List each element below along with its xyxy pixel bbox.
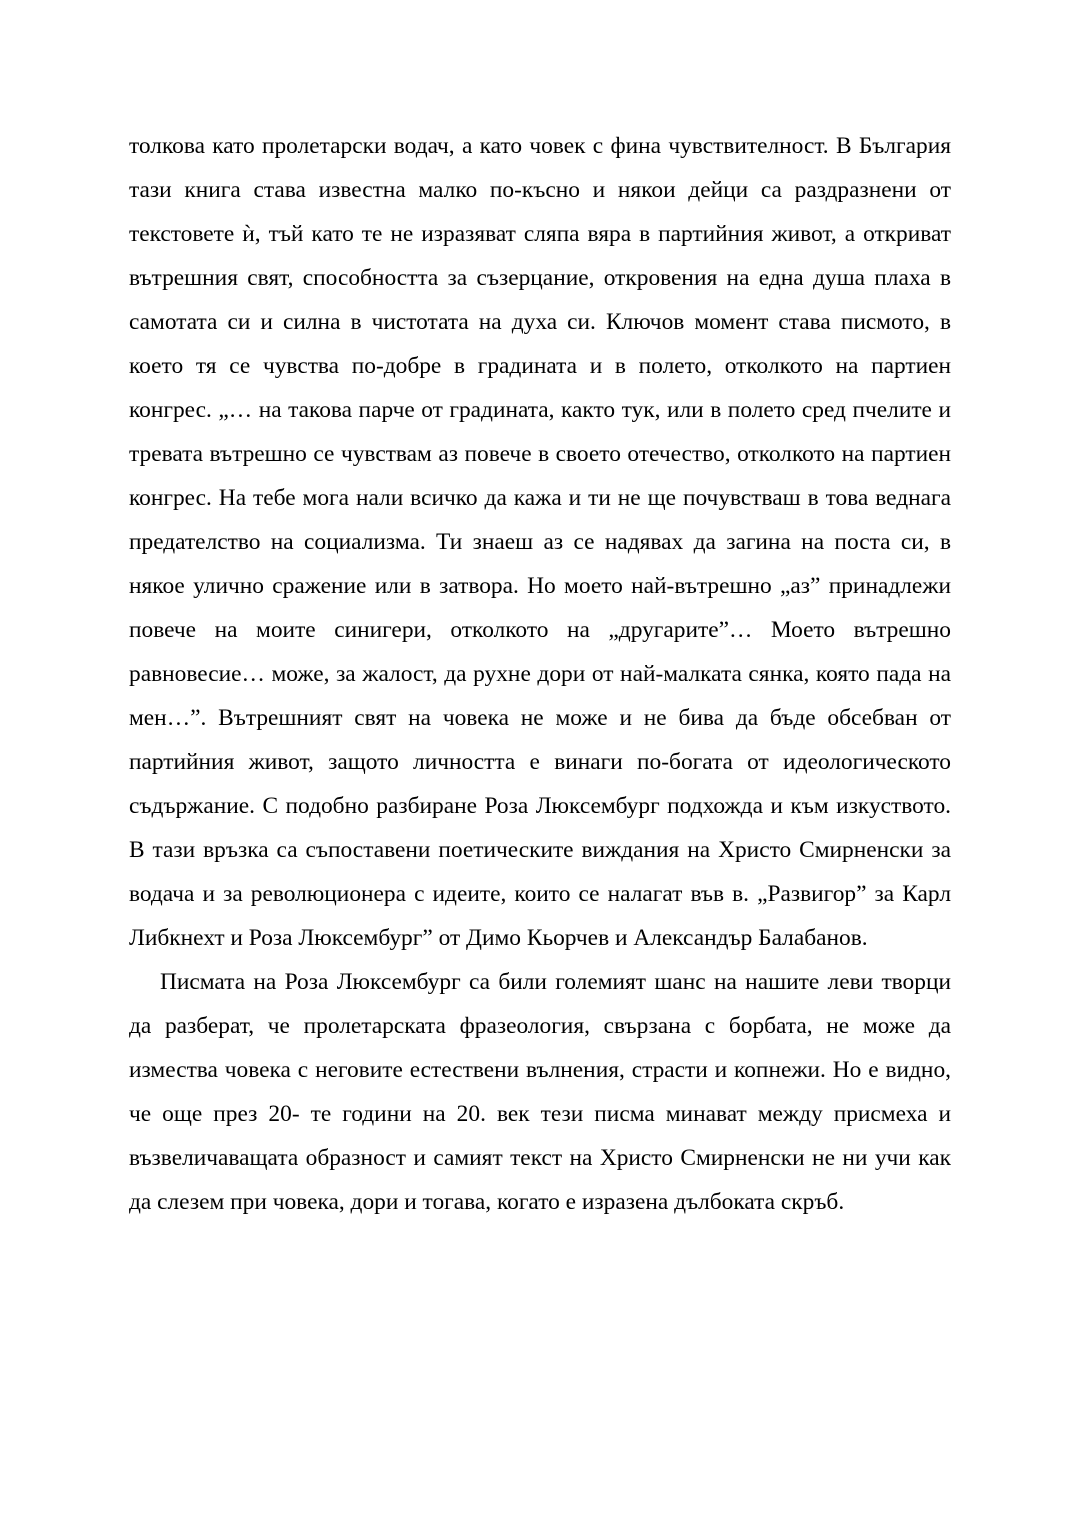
paragraph-2: Писмата на Роза Люксембург са били големият шанс на нашите леви творци да разберат, че пролетарската фразеология, свързана с борбата, не може да измества човека с неговите естествени вълнения, страсти и копнежи. Но е видно, че още през 20- те години на 20. век тези писма минават между присмеха и възвеличаващата образност и самият текст на Христо Смирненски не ни учи как да слезем при човека, дори и тогава, когато е изразена дълбоката скръб.	[129, 969, 951, 1215]
paragraph-1: толкова като пролетарски водач, а като човек с фина чувствителност. В България тази книга става известна малко по-късно и някои дейци са раздразнени от текстовете ѝ, тъй като те не изразяват сляпа вяра в партийния живот, а откриват вътрешния свят, способността за съзерцание, откровения на една душа плаха в самотата си и силна в чистотата на духа си. Ключов момент става писмото, в което тя се чувства по-добре в градината и в полето, отколкото на партиен конгрес. „… на такова парче от градината, както тук, или в полето сред пчелите и тревата вътрешно се чувствам аз повече в своето отечество, отколкото на партиен конгрес. На тебе мога нали всичко да кажа и ти не ще почувстваш в това веднага предателство на социализма. Ти знаеш аз се надявах да загина на поста си, в някое улично сражение или в затвора. Но моето най-вътрешно „аз” принадлежи повече на моите синигери, отколкото на „другарите”… Моето вътрешно равновесие… може, за жалост, да рухне дори от най-малката сянка, която пада на мен…”. Вътрешният свят на човека не може и не бива да бъде обсебван от партийния живот, защото личността е винаги по-богата от идеологическото съдържание. С подобно разбиране Роза Люксембург подхожда и към изкуството. В тази връзка са съпоставени поетическите виждания на Христо Смирненски за водача и за революционера с идеите, които се налагат във в. „Развигор” за Карл Либкнехт и Роза Люксембург” от Димо Кьорчев и Александър Балабанов.	[129, 133, 951, 951]
body-text	[129, 124, 951, 1224]
